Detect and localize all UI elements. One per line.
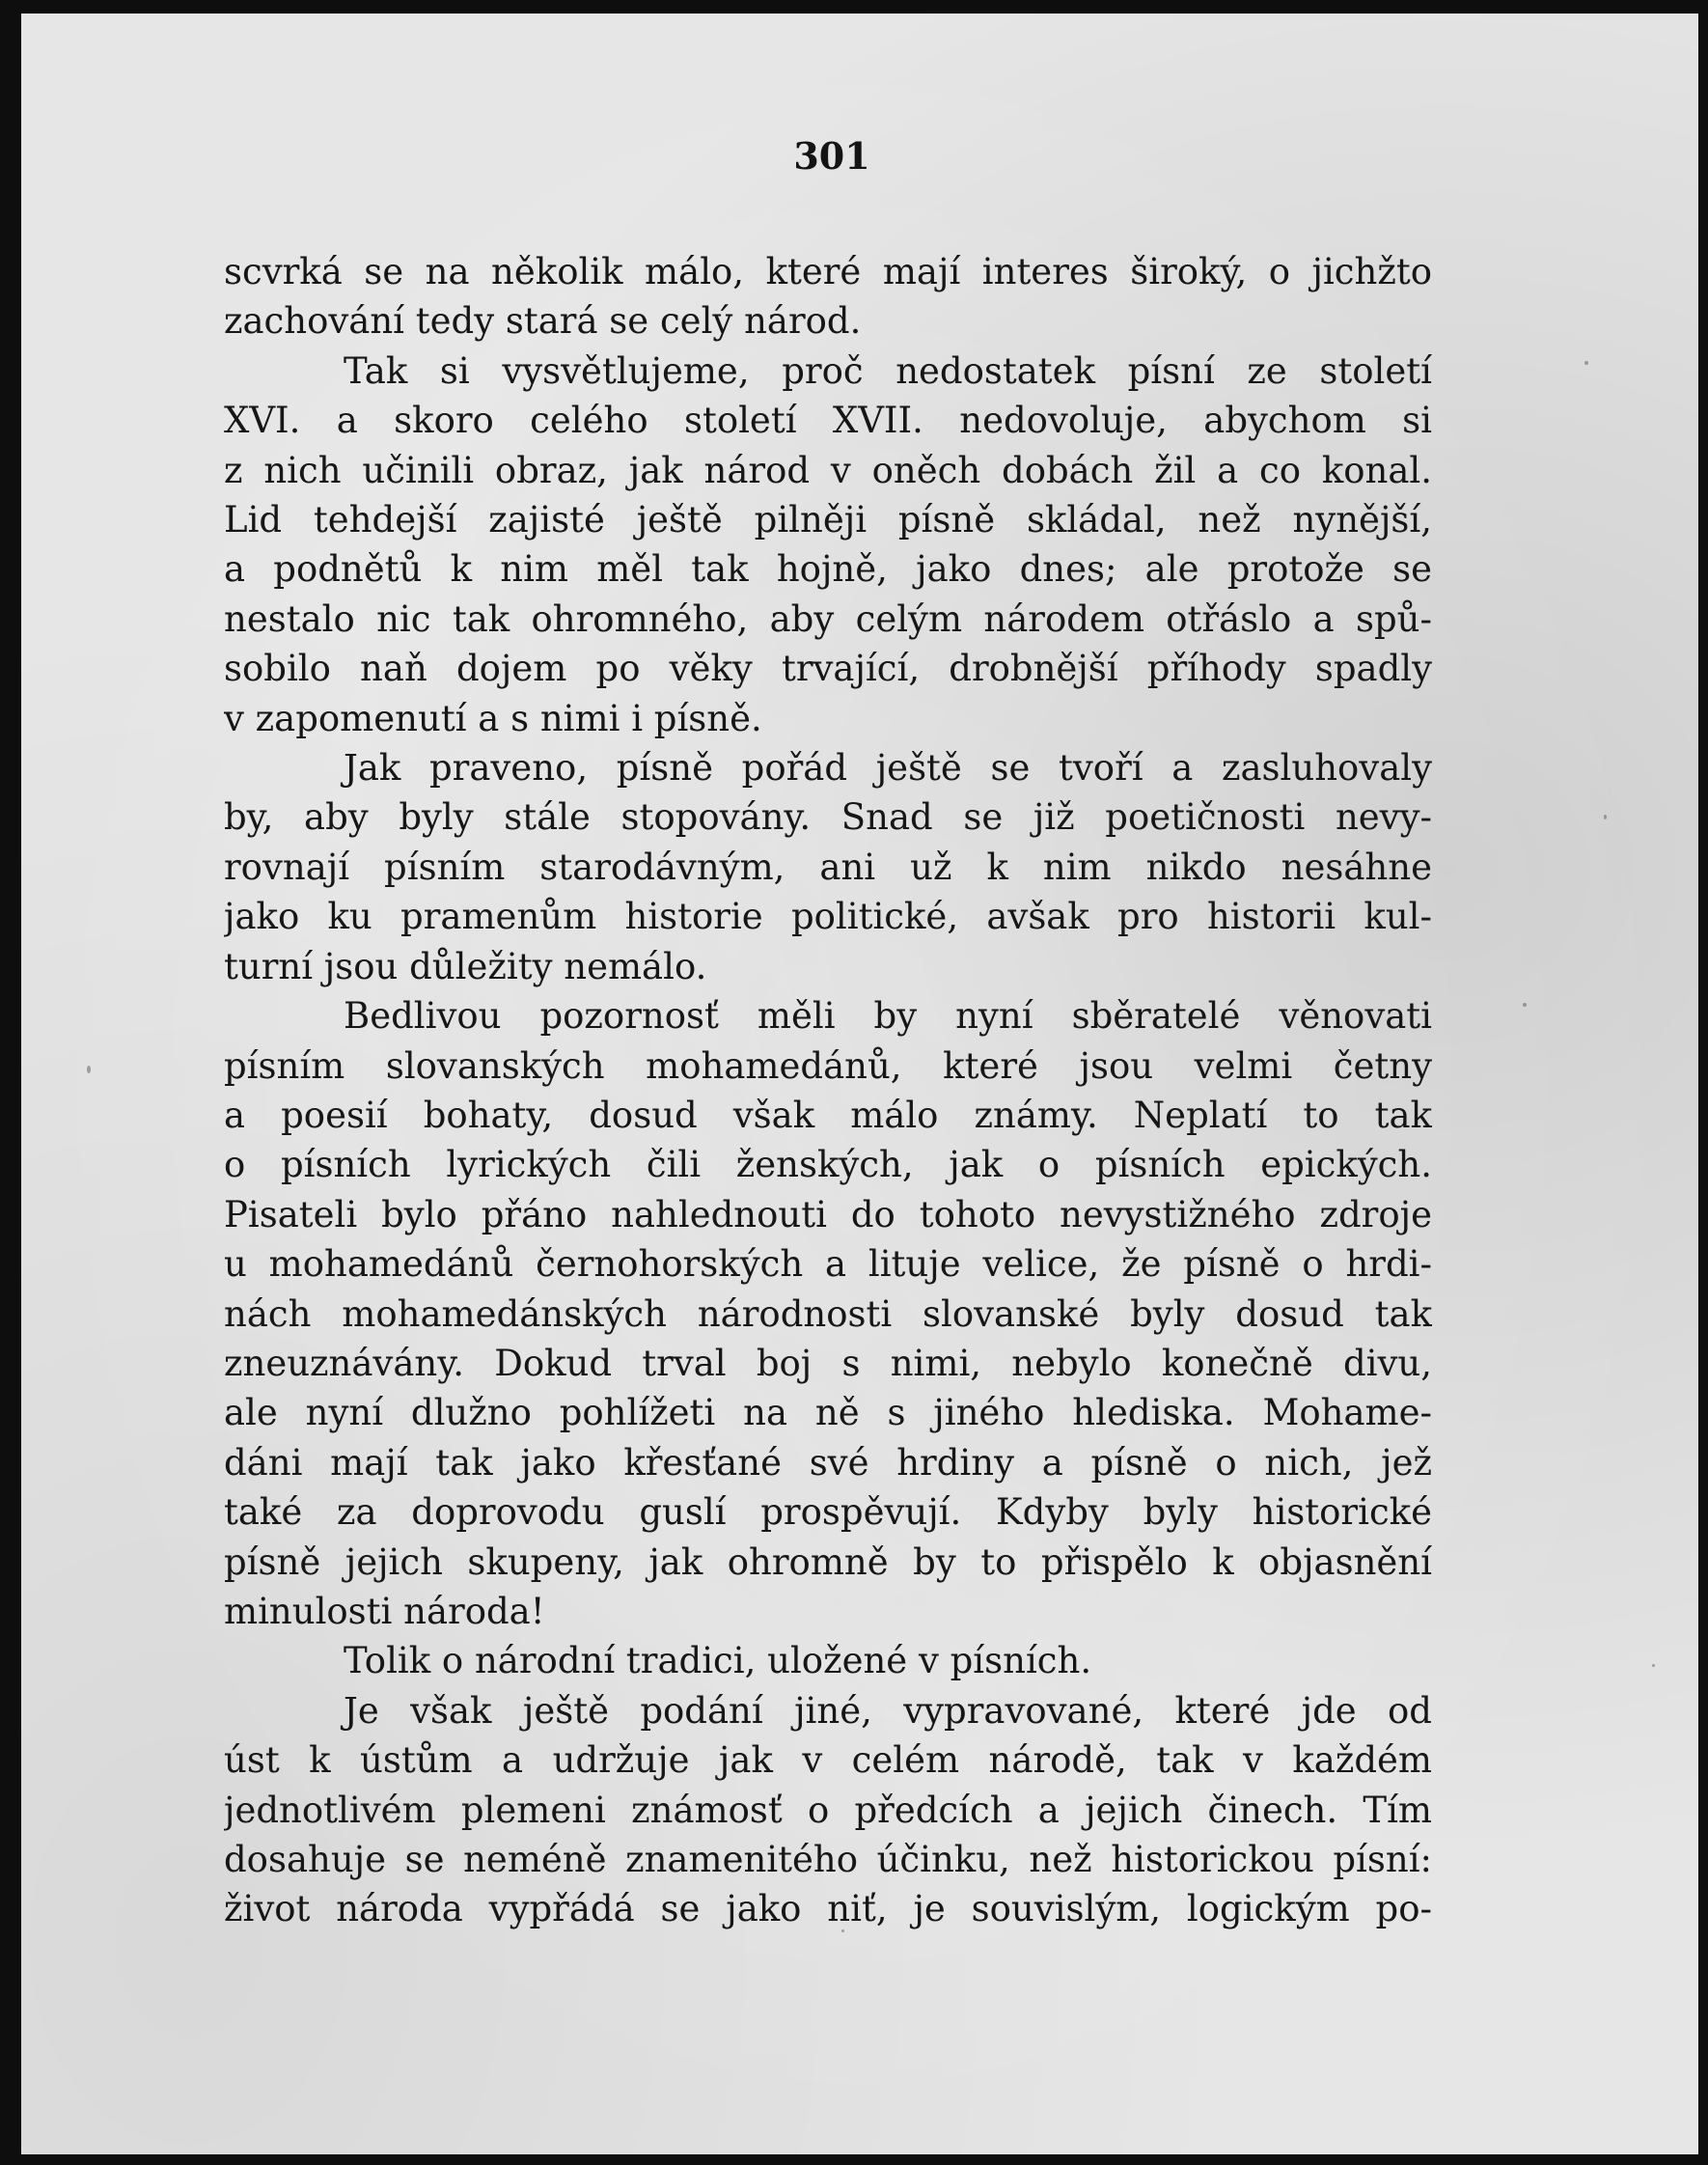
text-line: by, aby byly stále stopovány. Snad se již poetičnosti nevy- xyxy=(224,796,1432,839)
text-line: ale nyní dlužno pohlížeti na ně s jiného hlediska. Mohame- xyxy=(224,1392,1432,1434)
text-line: zachování tedy stará se celý národ. xyxy=(224,300,862,343)
text-line: Jak praveno, písně pořád ještě se tvoří a zasluhovaly xyxy=(344,747,1432,790)
text-line: jako ku pramenům historie politické, avšak pro historii kul- xyxy=(224,896,1432,938)
scan-speck xyxy=(1584,361,1588,365)
page-number: 301 xyxy=(793,134,870,178)
text-line: minulosti národa! xyxy=(224,1590,545,1632)
text-line: písním slovanských mohamedánů, které jsou velmi četny xyxy=(224,1044,1432,1087)
text-line: zneuznávány. Dokud trval boj s nimi, nebylo konečně divu, xyxy=(224,1342,1432,1384)
text-line: a podnětů k nim měl tak hojně, jako dnes; ale protože se xyxy=(224,548,1432,591)
text-line: dáni mají tak jako křesťané své hrdiny a písně o nich, jež xyxy=(224,1441,1432,1484)
text-line: písně jejich skupeny, jak ohromně by to přispělo k objasnění xyxy=(224,1540,1432,1583)
scan-speck xyxy=(841,1929,844,1932)
scan-speck xyxy=(1523,1003,1527,1007)
scan-speck xyxy=(87,1066,91,1073)
text-line: u mohamedánů černohorských a lituje velice, že písně o hrdi- xyxy=(224,1243,1432,1286)
text-line: XVI. a skoro celého století XVII. nedovoluje, abychom si xyxy=(224,400,1432,442)
text-line: Pisateli bylo přáno nahlednouti do tohoto nevystižného zdroje xyxy=(224,1193,1432,1235)
text-line: z nich učinili obraz, jak národ v oněch dobách žil a co konal. xyxy=(224,449,1432,491)
text-line: Bedlivou pozornosť měli by nyní sběratelé věnovati xyxy=(344,995,1432,1038)
book-page xyxy=(21,14,1698,2154)
text-line: a poesií bohaty, dosud však málo známy. Neplatí to tak xyxy=(224,1094,1432,1136)
text-line: nestalo nic tak ohromného, aby celým národem otřáslo a spů- xyxy=(224,597,1432,640)
text-line: rovnají písním starodávným, ani už k nim nikdo nesáhne xyxy=(224,846,1432,888)
text-line: turní jsou důležity nemálo. xyxy=(224,945,707,987)
text-line: také za doprovodu guslí prospěvují. Kdyby byly historické xyxy=(224,1491,1432,1534)
text-line: o písních lyrických čili ženských, jak o písních epických. xyxy=(224,1144,1432,1186)
text-line: sobilo naň dojem po věky trvající, drobnější příhody spadly xyxy=(224,648,1432,690)
text-line: život národa vypřádá se jako niť, je souvislým, logickým po- xyxy=(224,1888,1432,1930)
text-line: Tolik o národní tradici, uložené v písních. xyxy=(344,1640,1092,1682)
body-text xyxy=(224,247,1432,1934)
text-line: v zapomenutí a s nimi i písně. xyxy=(224,697,762,739)
text-line: úst k ústům a udržuje jak v celém národě, tak v každém xyxy=(224,1739,1432,1782)
text-line: dosahuje se neméně znamenitého účinku, než historickou písní: xyxy=(224,1839,1432,1880)
text-line: nách mohamedánských národnosti slovanské byly dosud tak xyxy=(224,1292,1432,1335)
text-line: jednotlivém plemeni známosť o předcích a jejich činech. Tím xyxy=(224,1789,1432,1831)
scan-speck xyxy=(1652,1664,1655,1667)
scan-speck xyxy=(1604,815,1607,819)
text-line: Tak si vysvětlujeme, proč nedostatek písní ze století xyxy=(344,349,1432,392)
text-line: Je však ještě podání jiné, vypravované, které jde od xyxy=(344,1689,1432,1732)
text-line: Lid tehdejší zajisté ještě pilněji písně skládal, než nynější, xyxy=(224,499,1432,541)
text-line: scvrká se na několik málo, které mají interes široký, o jichžto xyxy=(224,251,1432,292)
